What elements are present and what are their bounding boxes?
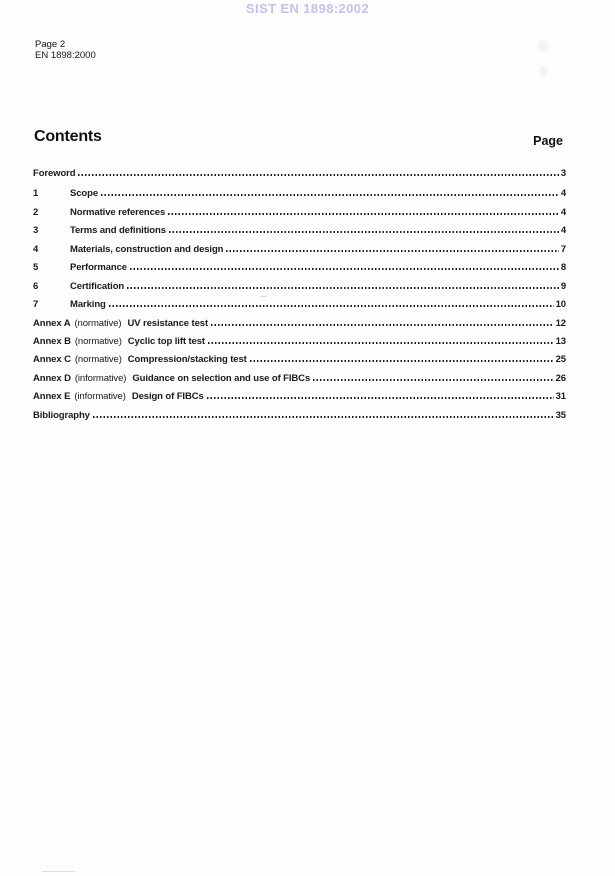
toc-entry-title: Performance (70, 262, 127, 274)
toc-entry (33, 244, 566, 262)
toc-entry-number: 6 (33, 280, 39, 292)
page-column-heading: Page (533, 134, 563, 148)
toc-entry-title: Normative references (70, 206, 166, 218)
toc-entry-qualifier: (normative) (74, 317, 122, 329)
toc-entry (33, 391, 566, 409)
dotted-leader (93, 416, 554, 418)
toc-entry-page-number: 8 (560, 262, 566, 274)
toc-entry-qualifier: (informative) (74, 372, 127, 384)
dotted-leader (208, 342, 554, 344)
toc-entry-qualifier: (informative) (74, 391, 126, 403)
toc-entry-annex-id: Annex B (33, 335, 71, 347)
toc-entry-number: 7 (33, 299, 39, 311)
toc-entry-qualifier: (normative) (74, 335, 122, 347)
dotted-leader (127, 287, 559, 289)
dotted-leader (109, 305, 554, 307)
toc-entry (33, 188, 566, 206)
toc-entry-annex-id: Annex A (33, 317, 71, 329)
toc-entry (33, 336, 566, 354)
dotted-leader (168, 213, 559, 215)
toc-entry-page-number: 4 (560, 206, 566, 218)
toc-entry-page-number: 9 (560, 280, 566, 292)
dotted-leader (313, 379, 553, 381)
dotted-leader (101, 194, 559, 196)
toc-entry (33, 410, 566, 428)
toc-entry-page-number: 10 (555, 299, 566, 311)
toc-entry-title: Compression/stacking test (127, 354, 247, 366)
toc-entry-number: 2 (33, 206, 39, 218)
toc-entry-number: 1 (33, 188, 39, 200)
toc-entry (33, 207, 566, 225)
toc-entry-page-number: 26 (555, 372, 566, 384)
contents-heading: Contents (34, 128, 102, 145)
toc-entry-page-number: 7 (560, 243, 566, 255)
page-identifier-block (35, 40, 96, 62)
page-number-line: Page 2 (35, 39, 66, 50)
toc-entry-number: 3 (33, 225, 39, 237)
toc-entry-title: Design of FIBCs (131, 391, 204, 403)
toc-entry-page-number: 3 (560, 168, 566, 179)
toc-entry-title: Guidance on selection and use of FIBCs (132, 372, 311, 384)
scan-artifact-line (42, 871, 75, 872)
toc-entry-number: 5 (33, 262, 39, 274)
table-of-contents (33, 168, 566, 428)
standard-number-line: EN 1898:2000 (35, 49, 96, 61)
toc-entry-page-number: 12 (555, 317, 566, 329)
toc-entry-title: Terms and definitions (70, 225, 166, 237)
toc-entry-page-number: 25 (555, 354, 566, 366)
dotted-leader (211, 324, 554, 326)
toc-entry-title: Foreword (33, 168, 76, 179)
toc-entry (33, 373, 566, 391)
dotted-leader (169, 231, 559, 233)
toc-entry-annex-id: Annex C (33, 354, 71, 366)
toc-entry-page-number: 4 (560, 225, 566, 237)
toc-entry-number: 4 (33, 243, 39, 255)
toc-entry (33, 318, 566, 336)
toc-entry-title: Cyclic top lift test (127, 335, 205, 347)
toc-entry-annex-id: Annex E (33, 391, 71, 403)
scan-artifact-smudge (539, 66, 548, 77)
dotted-leader (226, 250, 558, 252)
toc-entry (33, 168, 566, 186)
toc-entry-page-number: 4 (560, 188, 566, 200)
dotted-leader (207, 397, 554, 399)
toc-entry-qualifier: (normative) (74, 354, 122, 366)
toc-entry (33, 299, 566, 317)
toc-entry-page-number: 31 (555, 391, 566, 403)
toc-entry-title: Certification (70, 280, 125, 292)
toc-entry-title: Scope (70, 188, 99, 200)
toc-entry (33, 281, 566, 299)
dotted-leader (78, 174, 558, 176)
dotted-leader (250, 360, 554, 362)
dotted-leader (130, 268, 559, 270)
toc-entry-title: Bibliography (33, 409, 90, 421)
toc-entry-title: UV resistance test (127, 317, 209, 329)
watermark-standard-id: SIST EN 1898:2002 (245, 1, 370, 16)
toc-entry (33, 354, 566, 372)
toc-entry (33, 262, 566, 280)
toc-entry-title: Marking (70, 299, 106, 311)
toc-entry-page-number: 35 (555, 409, 566, 421)
toc-entry-title: Materials, construction and design (70, 243, 224, 255)
toc-entry-page-number: 13 (555, 335, 566, 347)
scan-artifact-smudge (538, 40, 548, 52)
toc-entry-annex-id: Annex D (33, 372, 71, 384)
toc-entry (33, 225, 566, 243)
